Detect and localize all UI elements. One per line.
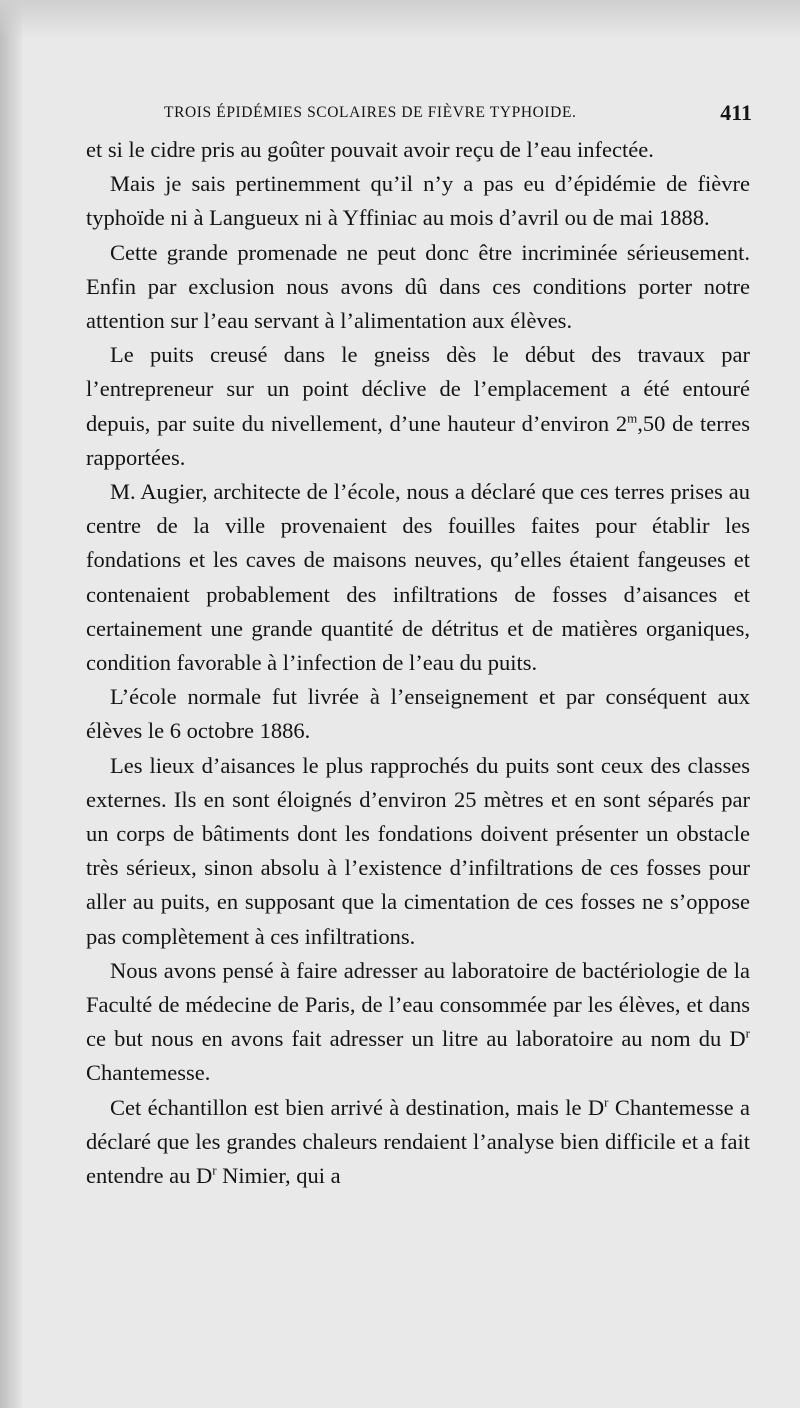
paragraph (86, 236, 750, 339)
superscript: r (212, 1162, 217, 1178)
paragraph-text: Cet échantillon est bien arrivé à destination, mais le D (110, 1094, 605, 1120)
paragraph (86, 133, 750, 167)
paragraph-text: Le puits creusé dans le gneiss dès le début des travaux par l’entrepreneur sur un point déclive de l’emplacement a été entouré depuis, par suite du nivellement, d’une hauteur d’environ 2 (86, 342, 750, 436)
paragraph (86, 1091, 750, 1194)
paragraph-text: Nous avons pensé à faire adresser au laboratoire de bactériologie de la Faculté de médecine de Paris, de l’eau consommée par les élèves, et dans ce but nous en avons fait adresser un litre au laboratoire au nom du D (86, 957, 750, 1052)
paragraph-text: ,50 de terres rapportées. (86, 410, 750, 470)
paragraph (86, 475, 750, 680)
paragraph (86, 680, 750, 748)
paragraph-text: Cette grande promenade ne peut donc être incriminée sérieusement. Enfin par exclusion nous avons dû dans ces conditions porter notre attention sur l’eau servant à l’alimentation aux élèves. (86, 239, 750, 334)
body-text (86, 133, 750, 1193)
paragraph (86, 167, 750, 235)
paragraph-text: et si le cidre pris au goûter pouvait avoir reçu de l’eau infectée. (86, 137, 654, 162)
paragraph (86, 954, 750, 1091)
superscript: r (745, 1025, 750, 1041)
paragraph-text: Chantemesse. (86, 1060, 211, 1086)
running-title: TROIS ÉPIDÉMIES SCOLAIRES DE FIÈVRE TYPHOIDE. (164, 104, 577, 121)
paragraph (86, 338, 750, 475)
superscript: r (604, 1094, 609, 1110)
page-number: 411 (720, 100, 752, 125)
paragraph-text: L’école normale fut livrée à l’enseignement et par conséquent aux élèves le 6 octobre 1886. (86, 684, 750, 744)
paragraph-text: M. Augier, architecte de l’école, nous a déclaré que ces terres prises au centre de la ville provenaient des fouilles faites pour établir les fondations et les caves de maisons neuves, qu’elles étaient fangeuses et contenaient probablement des infiltrations de fosses d’aisances et certainement une grande quantité de détritus et de matières organiques, condition favorable à l’infection de l’eau du puits. (86, 479, 750, 676)
paragraph-text: Les lieux d’aisances le plus rapprochés du puits sont ceux des classes externes. Ils en sont éloignés d’environ 25 mètres et en sont séparés par un corps de bâtiments dont les fondations doivent présenter un obstacle très sérieux, sinon absolu à l’existence d’infiltrations de ces fosses pour aller au puits, en supposant que la cimentation de ces fosses ne s’oppose pas complètement à ces infiltrations. (86, 752, 750, 949)
paragraph-text: Chantemesse a déclaré que les grandes chaleurs rendaient l’analyse bien difficile et a fait entendre au D (86, 1094, 750, 1189)
paragraph-text: Mais je sais pertinemment qu’il n’y a pas eu d’épidémie de fièvre typhoïde ni à Langueux ni à Yffiniac au mois d’avril ou de mai 1888. (86, 171, 750, 231)
superscript: m (627, 410, 638, 426)
running-header (86, 100, 752, 130)
paragraph (86, 749, 750, 954)
paragraph-text: Nimier, qui a (216, 1163, 341, 1189)
